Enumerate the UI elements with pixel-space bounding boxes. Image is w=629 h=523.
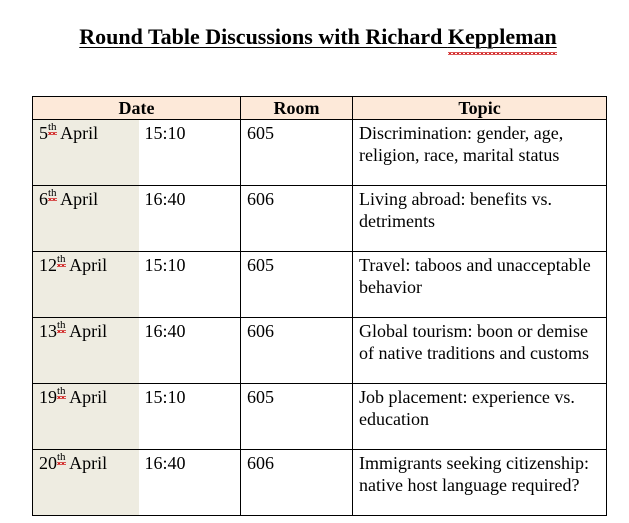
date-day-cell [33,120,139,186]
discussion-schedule-table [32,96,607,516]
date-day-cell [33,186,139,252]
title-name-spellcheck: Keppleman [447,24,557,49]
date-day-cell [33,384,139,450]
month-name: April [65,387,108,407]
time-cell: 15:10 [139,252,241,318]
table-row [33,186,607,252]
room-cell: 606 [241,318,353,384]
header-room: Room [241,97,353,120]
topic-cell: Job placement: experience vs. education [353,384,607,450]
day-number: 12 [39,255,57,275]
month-name: April [65,321,108,341]
time-cell: 16:40 [139,450,241,516]
time-cell: 15:10 [139,120,241,186]
day-number: 20 [39,453,57,473]
day-ordinal-suffix: th [48,121,57,133]
table-header-row [33,97,607,120]
room-cell: 605 [241,384,353,450]
topic-cell: Immigrants seeking citizenship: native host language required? [353,450,607,516]
time-cell: 16:40 [139,318,241,384]
day-number: 5 [39,123,48,143]
topic-cell: Living abroad: benefits vs. detriments [353,186,607,252]
date-day-cell [33,450,139,516]
time-cell: 15:10 [139,384,241,450]
day-ordinal-suffix: th [57,319,66,331]
topic-cell: Travel: taboos and unacceptable behavior [353,252,607,318]
table-row [33,384,607,450]
day-number: 13 [39,321,57,341]
day-ordinal-suffix: th [57,451,66,463]
topic-cell: Discrimination: gender, age, religion, race, marital status [353,120,607,186]
header-date: Date [33,97,241,120]
month-name: April [56,189,99,209]
date-day-cell [33,252,139,318]
day-number: 19 [39,387,57,407]
month-name: April [65,453,108,473]
day-ordinal-suffix: th [57,385,66,397]
date-day-cell [33,318,139,384]
table-row [33,120,607,186]
room-cell: 605 [241,252,353,318]
room-cell: 606 [241,450,353,516]
topic-cell: Global tourism: boon or demise of native traditions and customs [353,318,607,384]
day-ordinal-suffix: th [57,253,66,265]
title-text: Round Table Discussions with Richard [79,24,448,49]
day-number: 6 [39,189,48,209]
table-row [33,318,607,384]
table-row [33,450,607,516]
document-title [0,24,629,50]
header-topic: Topic [353,97,607,120]
table-row [33,252,607,318]
room-cell: 606 [241,186,353,252]
time-cell: 16:40 [139,186,241,252]
month-name: April [65,255,108,275]
day-ordinal-suffix: th [48,187,57,199]
month-name: April [56,123,99,143]
room-cell: 605 [241,120,353,186]
